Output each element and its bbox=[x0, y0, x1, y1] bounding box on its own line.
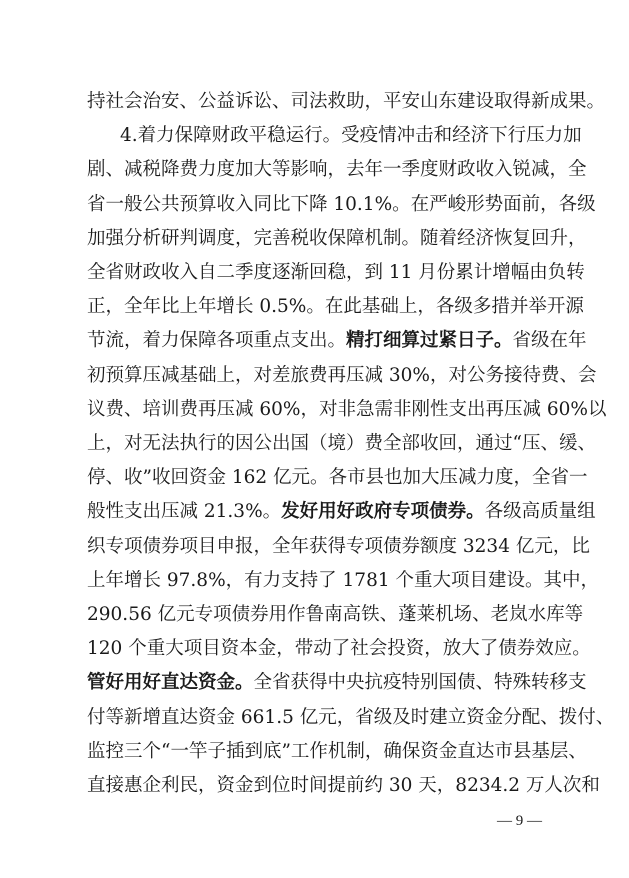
text-run: 节流，着力保障各项重点支出。 bbox=[87, 330, 347, 352]
text-line: 议费、培训费再压减 60%，对非急需非刚性支出再压减 60%以 bbox=[87, 398, 607, 420]
text-line: 监控三个“一竿子插到底”工作机制，确保资金直达市县基层、 bbox=[87, 740, 587, 762]
text-line: 4.着力保障财政平稳运行。受疫情冲击和经济下行压力加 bbox=[120, 125, 582, 147]
bold-heading: 精打细算过紧日子。 bbox=[346, 330, 513, 352]
text-line: 初预算压减基础上，对差旅费再压减 30%，对公务接待费、会 bbox=[87, 364, 597, 386]
text-line bbox=[87, 324, 587, 358]
text-line: 290.56 亿元专项债券用作鲁南高铁、蓬莱机场、老岚水库等 bbox=[87, 604, 584, 625]
text-line: 停、收”收回资金 162 亿元。各市县也加大压减力度，全省一 bbox=[87, 467, 588, 489]
bold-heading: 发好用好政府专项债券。 bbox=[281, 501, 485, 523]
text-run: 省级在年 bbox=[512, 330, 587, 352]
text-line: 直接惠企利民，资金到位时间提前约 30 天，8234.2 万人次和 bbox=[87, 775, 600, 796]
text-line: 全省财政收入自二季度逐渐回稳，到 11 月份累计增幅由负转 bbox=[87, 262, 585, 283]
text-line bbox=[87, 666, 587, 700]
text-line bbox=[87, 495, 596, 529]
text-run: 全省获得中央抗疫特别国债、特殊转移支 bbox=[253, 672, 587, 694]
text-line: 付等新增直达资金 661.5 亿元，省级及时建立资金分配、拨付、 bbox=[87, 706, 615, 728]
text-line: 省一般公共预算收入同比下降 10.1%。在严峻形势面前，各级 bbox=[87, 193, 596, 215]
text-line: 持社会治安、公益诉讼、司法救助，平安山东建设取得新成果。 bbox=[87, 91, 606, 112]
text-line: 剧、减税降费力度加大等影响，去年一季度财政收入锐减，全 bbox=[87, 159, 587, 181]
text-run: 各级高质量组 bbox=[484, 501, 596, 523]
text-line: 上，对无法执行的因公出国（境）费全部收回，通过“压、缓、 bbox=[87, 433, 596, 454]
text-line: 正，全年比上年增长 0.5%。在此基础上，各级多措并举开源 bbox=[87, 296, 584, 318]
page-number: — 9 — bbox=[497, 813, 542, 829]
text-line: 加强分析研判调度，完善税收保障机制。随着经济恢复回升， bbox=[87, 227, 587, 249]
text-line: 织专项债券项目申报，全年获得专项债券额度 3234 亿元，比 bbox=[87, 535, 590, 557]
text-line: 120 个重大项目资本金，带动了社会投资，放大了债券效应。 bbox=[87, 638, 591, 660]
bold-heading: 管好用好直达资金。 bbox=[87, 672, 254, 694]
text-line: 上年增长 97.8%，有力支持了 1781 个重大项目建设。其中， bbox=[87, 569, 599, 591]
text-run: 般性支出压减 21.3%。 bbox=[87, 501, 282, 523]
